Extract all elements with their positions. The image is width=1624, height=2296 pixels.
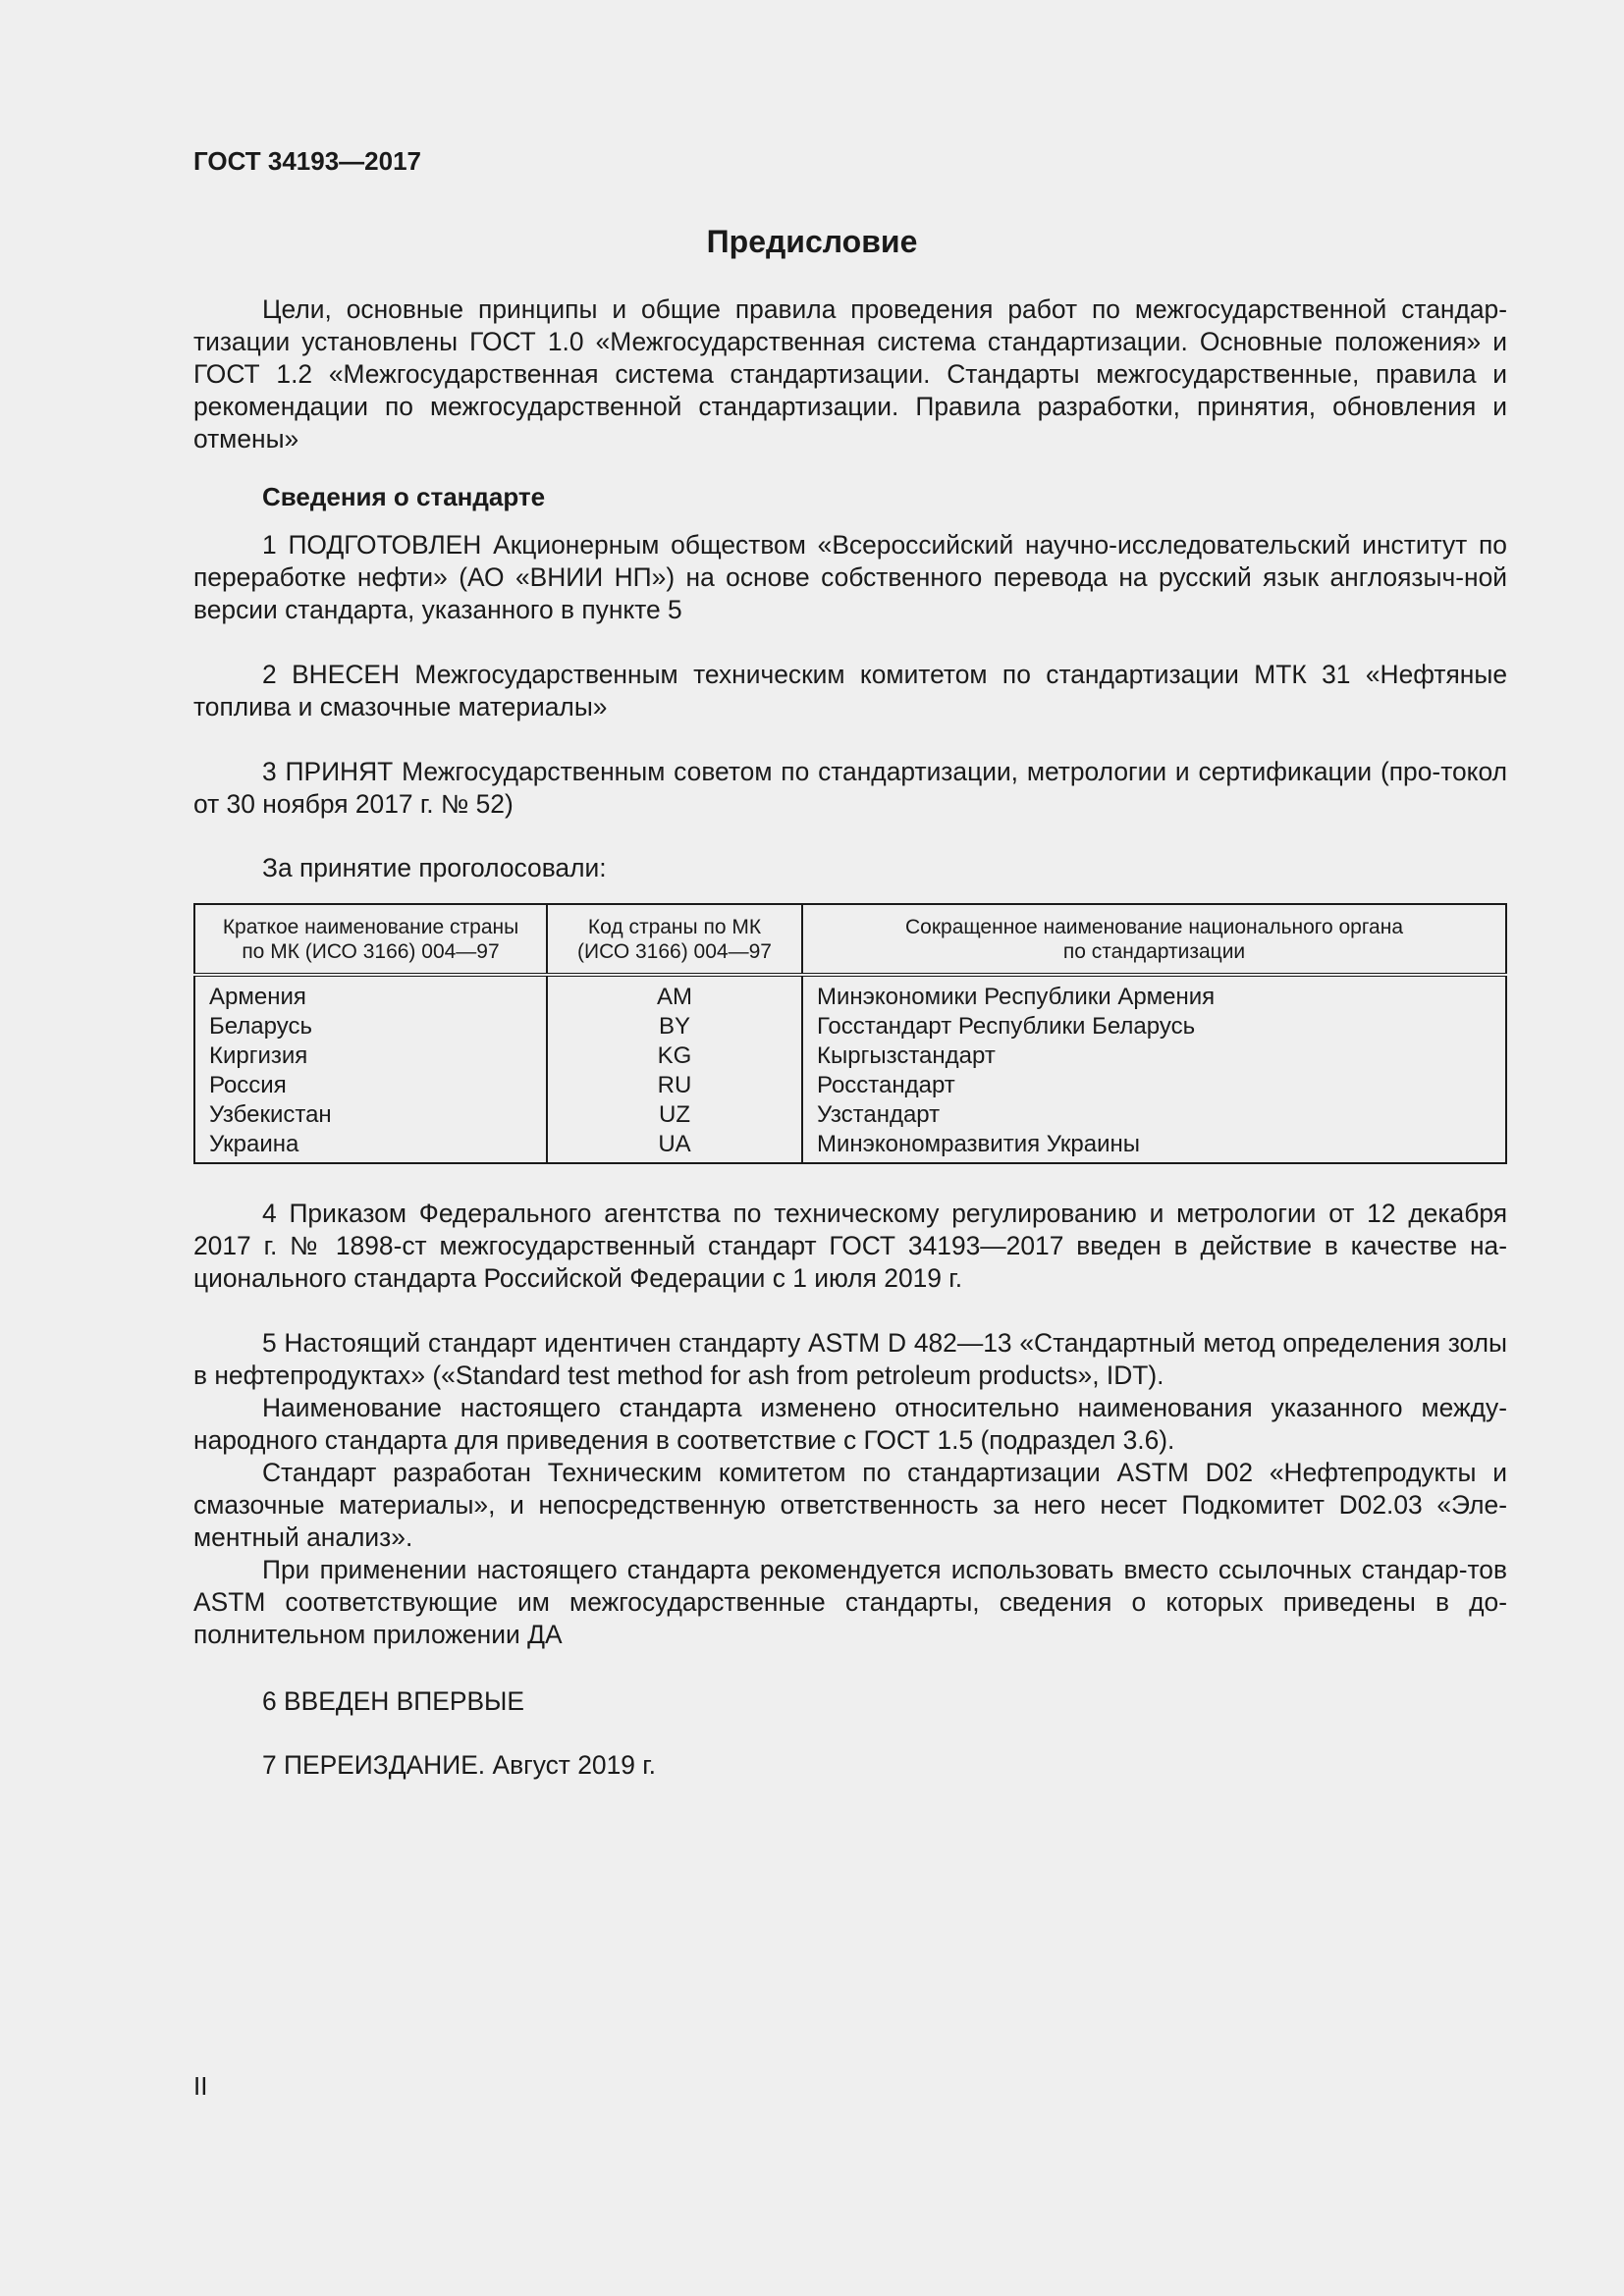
country-name: Россия <box>209 1072 287 1098</box>
column-header-organization-line2: по стандартизации <box>1062 940 1246 963</box>
country-code: RU <box>657 1072 692 1098</box>
section-title: Сведения о стандарте <box>262 482 546 511</box>
column-header-organization <box>802 904 1506 975</box>
table-row <box>194 975 1506 1163</box>
column-header-code-line1: Код страны по МК <box>587 916 762 938</box>
item-5-name-change-paragraph: Наименование настоящего стандарта изменено относительно наименования указанного между-народного стандарта для приведения в соответствие с ГОСТ 1.5 (подраздел 3.6). <box>193 1393 1507 1455</box>
organization-name: Минэкономразвития Украины <box>817 1131 1141 1157</box>
item-5-paragraph: 5 Настоящий стандарт идентичен стандарту ASTM D 482—13 «Стандартный метод определения золы в нефтепродуктах» («Standard test method for ash from petroleum products», IDT). <box>193 1328 1507 1390</box>
country-name: Украина <box>209 1131 299 1157</box>
country-code: KG <box>657 1042 692 1069</box>
document-code-header: ГОСТ 34193—2017 <box>193 146 421 176</box>
item-6-paragraph: 6 ВВЕДЕН ВПЕРВЫЕ <box>262 1686 525 1716</box>
country-code: BY <box>658 1013 690 1040</box>
item-1-paragraph: 1 ПОДГОТОВЛЕН Акционерным обществом «Всероссийский научно-исследовательский институт по переработке нефти» (АО «ВНИИ НП») на основе собственного перевода на русский язык англоязыч-ной версии стандарта, указанного в пункте 5 <box>193 530 1507 624</box>
countries-table <box>193 903 1507 1164</box>
country-code: UA <box>658 1131 691 1157</box>
country-cells <box>194 975 547 1163</box>
country-name: Армения <box>209 984 306 1010</box>
column-header-country-line1: Краткое наименование страны <box>222 916 519 938</box>
country-code: UZ <box>659 1101 690 1128</box>
item-4-paragraph: 4 Приказом Федерального агентства по техническому регулированию и метрологии от 12 декабря 2017 г. № 1898-ст межгосударственный стандарт ГОСТ 34193—2017 введен в действие в качестве на-ционального стандарта Российской Федерации с 1 июля 2019 г. <box>193 1199 1507 1293</box>
item-3-paragraph: 3 ПРИНЯТ Межгосударственным советом по стандартизации, метрологии и сертификации (про-токол от 30 ноября 2017 г. № 52) <box>193 757 1507 819</box>
column-header-organization-line1: Сокращенное наименование национального органа <box>904 916 1404 938</box>
item-5-committee-paragraph: Стандарт разработан Техническим комитетом по стандартизации ASTM D02 «Нефтепродукты и смазочные материалы», и непосредственную ответственность за него несет Подкомитет D02.03 «Эле-ментный анализ». <box>193 1458 1507 1552</box>
column-header-code <box>547 904 802 975</box>
column-header-code-line2: (ИСО 3166) 004—97 <box>577 940 772 963</box>
item-5-application-paragraph: При применении настоящего стандарта рекомендуется использовать вместо ссылочных стандар-тов ASTM соответствующие им межгосударственные стандарты, сведения о которых приведены в до-полнительном приложении ДА <box>193 1555 1507 1649</box>
organization-name: Узстандарт <box>817 1101 941 1128</box>
country-name: Узбекистан <box>209 1101 332 1128</box>
organization-name: Минэкономики Республики Армения <box>817 984 1216 1010</box>
country-code: AM <box>657 984 692 1010</box>
organization-cells <box>802 975 1506 1163</box>
item-7-paragraph: 7 ПЕРЕИЗДАНИЕ. Август 2019 г. <box>262 1750 656 1780</box>
country-name: Беларусь <box>209 1013 312 1040</box>
vote-label: За принятие проголосовали: <box>262 853 607 882</box>
organization-name: Кыргызстандарт <box>817 1042 996 1069</box>
column-header-country-line2: по МК (ИСО 3166) 004—97 <box>242 940 500 963</box>
intro-paragraph: Цели, основные принципы и общие правила проведения работ по межгосударственной стандар-тизации установлены ГОСТ 1.0 «Межгосударственная система стандартизации. Основные положения» и ГОСТ 1.2 «Межгосударственная система стандартизации. Стандарты межгосударственные, правила и рекомендации по межгосударственной стандартизации. Правила разработки, принятия, обновления и отмены» <box>193 294 1507 454</box>
organization-name: Росстандарт <box>817 1072 955 1098</box>
code-cells <box>547 975 802 1163</box>
country-name: Киргизия <box>209 1042 308 1069</box>
page-number: II <box>193 2071 208 2101</box>
page-title: Предисловие <box>706 224 918 259</box>
item-2-paragraph: 2 ВНЕСЕН Межгосударственным техническим комитетом по стандартизации МТК 31 «Нефтяные топлива и смазочные материалы» <box>193 660 1507 721</box>
organization-name: Госстандарт Республики Беларусь <box>817 1013 1196 1040</box>
column-header-country <box>194 904 547 975</box>
table-header-row <box>194 904 1506 975</box>
